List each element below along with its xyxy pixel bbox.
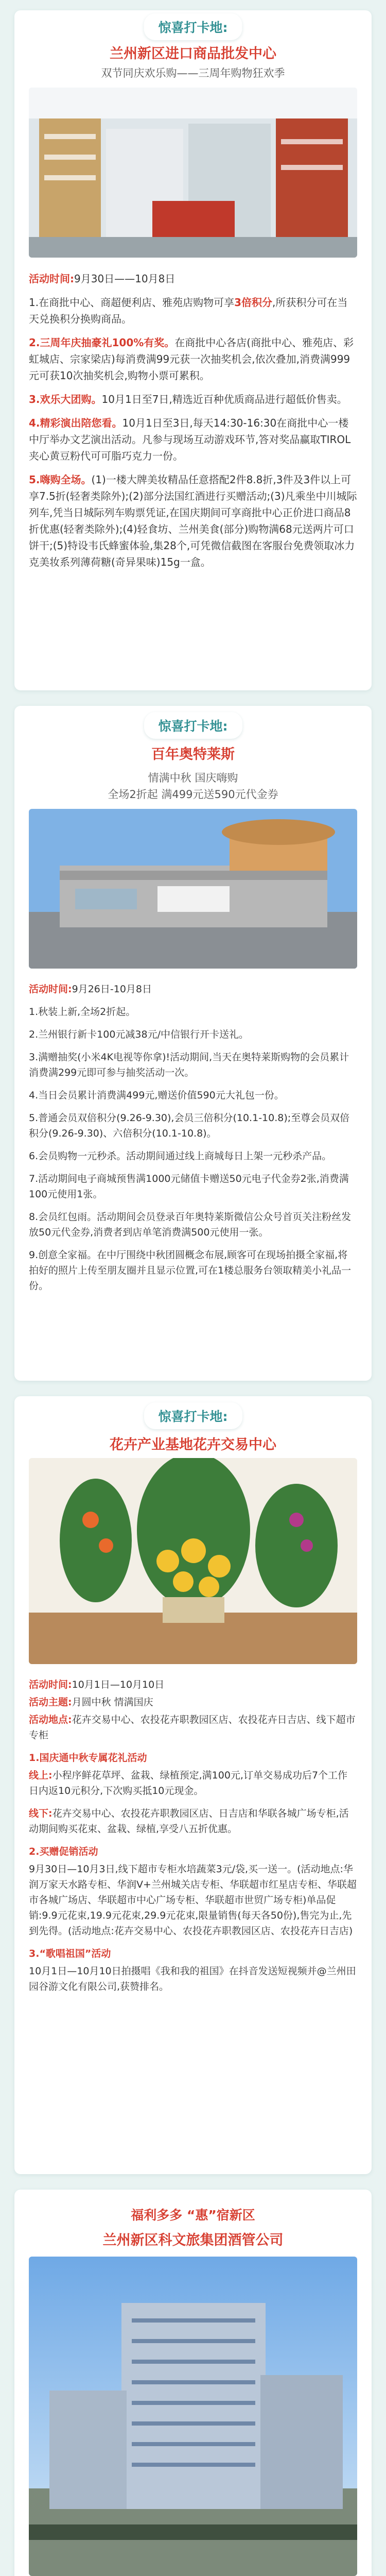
section-title: 兰州新区进口商品批发中心	[110, 46, 276, 62]
list-item: 9.创意全家福。在中厅围绕中秋团圆概念布展,顾客可在现场拍摄全家福,将拍好的照片上传至朋友圈并且显示位置,可在1楼总服务台领取精美小礼品一份。	[29, 1249, 352, 1292]
section-body	[29, 1677, 357, 2002]
list-item: 7.活动期间电子商城预售满1000元储值卡赠送50元电子代金券2张,消费满100元使用1张。	[29, 1173, 349, 1200]
section-card-import-center	[14, 10, 372, 690]
subheading: 2.买赠促销活动	[29, 1846, 98, 1857]
song-text: 10月1日—10月10日拍摄唱《我和我的祖国》在抖音发送短视频并@兰州田园谷游文化有限公司,获赞排名。	[29, 1965, 356, 1992]
section-tag: 惊喜打卡地:	[144, 712, 242, 739]
list-item: 2.三周年庆抽豪礼100%有奖。在商批中心各店(商批中心、雅苑店、彩虹城店、宗家梁店)每消费满99元获一次抽奖机会,依次叠加,消费满999元可获10次抽奖机会,购物小票可累积。	[29, 336, 354, 382]
activity-theme: 活动主题:月圆中秋 情满国庆	[29, 1697, 153, 1708]
section-tag: 惊喜打卡地:	[144, 1402, 242, 1429]
online-text: 线上:小程序鲜花草坪、盆栽、绿植预定,满100元,订单交易成功后7个工作日内返10元积分,下次购买抵10元现金。	[29, 1770, 348, 1797]
section-subtitle: 双节同庆欢乐购——三周年购物狂欢季	[101, 67, 285, 79]
section-card-outlets	[14, 706, 372, 1381]
list-item: 4.当日会员累计消费满499元,赠送价值590元大礼包一份。	[29, 1090, 284, 1101]
offline-text: 线下:花卉交易中心、农投花卉职教园区店、日吉店和华联各城广场专柜,活动期间购买花束、盆栽、绿植,享受八五折优惠。	[29, 1808, 349, 1835]
activity-time: 活动时间:9月26日-10月8日	[29, 984, 152, 995]
list-item: 8.会员红包雨。活动期间会员登录百年奥特莱斯微信公众号首页关注粉丝发放50元代金券,消费者到店单笔消费满500元使用一张。	[29, 1211, 352, 1238]
section-subtitle-2: 全场2折起 满499元送590元代金券	[108, 788, 278, 801]
activity-time: 活动时间:9月30日——10月8日	[29, 273, 176, 285]
section-tag: 福利多多 “惠”宿新区	[131, 2208, 255, 2223]
list-item: 2.兰州银行新卡100元减38元/中信银行开卡送礼。	[29, 1029, 249, 1040]
list-item: 1.在商批中心、商超便利店、雅苑店购物可享3倍积分,所获积分可在当天兑换积分换购商品。	[29, 296, 348, 325]
subheading: 3.“歌唱祖国”活动	[29, 1948, 111, 1959]
section-title: 花卉产业基地花卉交易中心	[110, 1437, 276, 1453]
list-item: 3.欢乐大团购。10月1日至7日,精选近百种优质商品进行超低价售卖。	[29, 393, 347, 405]
list-item: 5.嗨购全场。(1)一楼大牌美妆精品任意搭配2件8.8折,3件及3件以上可享7.5折(轻奢类除外);(2)部分法国红酒进行买赠活动;(3)凡乘坐中川城际列车,凭当日城际列车购票凭证,在国庆期间可享商批中心正价进口商品8折优惠(轻奢类除外);(4)轻食坊、兰州美食(部分)购物满68元送两片可口饼干;(5)特设韦氏蜂蜜体验,集28个,可凭微信截图在客服台免费领取冰力克美妆系列薄荷糖(奇异果味)15g一盒。	[29, 473, 357, 568]
activity-time: 活动时间:10月1日—10月10日	[29, 1679, 165, 1690]
section-title: 兰州新区科文旅集团酒管公司	[102, 2232, 284, 2248]
list-item: 6.会员购物一元秒杀。活动期间通过线上商城每日上架一元秒杀产品。	[29, 1150, 332, 1162]
list-item: 4.精彩演出陪您看。10月1日至3日,每天14:30-16:30在商批中心一楼中厅举办文艺演出活动。凡参与现场互动游戏环节,答对奖品赢取TIROL夹心黄豆粉代可可脂巧克力一份。	[29, 417, 351, 462]
list-item: 5.普通会员双倍积分(9.26-9.30),会员三倍积分(10.1-10.8);至尊会员双倍积分(9.26-9.30)、六倍积分(10.1-10.8)。	[29, 1112, 350, 1139]
section-card-hotel-group	[14, 2190, 372, 2576]
section-tag: 惊喜打卡地:	[144, 13, 242, 40]
list-item: 1.秋装上新,全场2折起。	[29, 1006, 136, 1018]
subheading: 1.国庆通中秋专属花礼活动	[29, 1752, 147, 1764]
activity-place: 活动地点:花卉交易中心、农投花卉职教园区店、农投花卉日吉店、线下超市专柜	[29, 1714, 356, 1741]
section-body	[29, 981, 357, 1301]
promo-text: 9月30日—10月3日,线下超市专柜水培蔬菜3元/袋,买一送一。(活动地点:华润万家天水路专柜、华润V+兰州城关店专柜、华联超市红星店专柜、华联超市各城广场店、华联超市中心广场专柜、华联超市世贸广场专柜)单品促销:9.9元花束,19.9元花束,29.9元花束,限量销售(每天各50份),售完为止,先到先得。(活动地点:花卉交易中心、农投花卉职教园区店、农投花卉日吉店)	[29, 1863, 357, 1937]
section-body	[29, 270, 357, 578]
section-subtitle: 情满中秋 国庆嗨购	[148, 772, 238, 784]
mall-photo	[29, 809, 357, 969]
hotel-photo	[29, 2257, 357, 2576]
section-title: 百年奥特莱斯	[151, 747, 235, 762]
store-photo	[29, 88, 357, 258]
section-card-flower-center	[14, 1396, 372, 2174]
list-item: 3.满赠抽奖(小米4K电视等你拿)!活动期间,当天在奥特莱斯购物的会员累计消费满299元即可参与抽奖活动一次。	[29, 1052, 349, 1078]
flowers-photo	[29, 1458, 357, 1664]
